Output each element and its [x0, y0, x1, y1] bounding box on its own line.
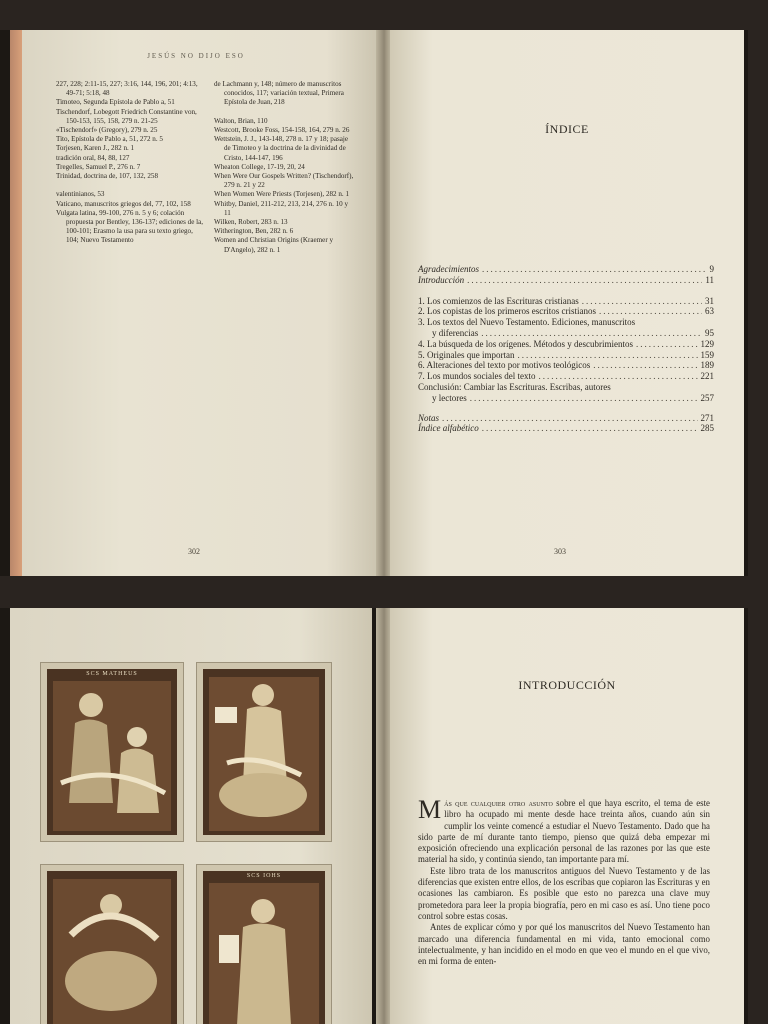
index-entry: Vulgata latina, 99-100, 276 n. 5 y 6; colación propuesta por Bentley, 136-137; ediciones de la, 100-101; Erasmo la usa para su texto griego, 104; Nuevo Testamento	[56, 208, 204, 245]
miniature-art	[197, 865, 331, 1024]
toc-entry	[418, 360, 714, 371]
toc-entry-label: 1. Los comienzos de las Escrituras cristianas	[418, 295, 579, 306]
toc-entry	[418, 275, 714, 286]
index-column-right	[214, 80, 356, 255]
toc-entry	[418, 413, 714, 424]
index-entry: tradición oral, 84, 88, 127	[56, 153, 130, 162]
dot-leader	[593, 360, 697, 371]
introduction-title: INTRODUCCIÓN	[518, 678, 616, 692]
table-of-contents	[418, 264, 714, 434]
index-entry: Walton, Brian, 110	[214, 116, 268, 125]
dot-leader	[582, 296, 702, 307]
index-entry: «Tischendorf» (Gregory), 279 n. 25	[56, 126, 158, 135]
drop-cap: M	[418, 795, 442, 824]
lead-in: ás que cualquier otro asunto	[444, 798, 553, 808]
miniature-caption: SCS IOHS	[246, 873, 282, 879]
toc-entry	[418, 423, 714, 434]
toc-entry	[418, 328, 714, 339]
index-entry: Witherington, Ben, 282 n. 6	[214, 227, 294, 236]
toc-entry-page: 285	[700, 423, 714, 434]
index-entry: 227, 228; 2:11-15, 227; 3:16, 144, 196, 201; 4:13, 49-71; 5:18, 48	[56, 80, 198, 98]
index-entry: Trinidad, doctrina de, 107, 132, 258	[56, 172, 158, 181]
toc-entry-label: 2. Los copistas de los primeros escritos cristianos	[418, 306, 596, 317]
toc-entry-label: 6. Alteraciones del texto por motivos teológicos	[418, 360, 591, 371]
toc-entry-label: y lectores	[432, 392, 467, 403]
toc-entry-page: 95	[705, 327, 714, 338]
illustration-page	[10, 608, 372, 1024]
toc-page-303	[390, 30, 744, 576]
evangelist-miniature-mark	[196, 662, 332, 842]
page-edge	[10, 30, 22, 576]
toc-title: ÍNDICE	[545, 122, 589, 136]
index-column-left	[56, 80, 206, 246]
index-entry	[56, 181, 206, 190]
toc-entry-label: Introducción	[418, 274, 465, 285]
toc-entry	[418, 393, 714, 404]
toc-entry	[418, 382, 714, 393]
index-entry: When Were Our Gospels Written? (Tischendorf), 279 n. 21 y 22	[214, 172, 354, 190]
paragraph: Antes de explicar cómo y por qué los manuscritos del Nuevo Testamento han marcado una diferencia fundamental en mi vida, tanto emocional como intelectualmente, y han incidido en el modo en que veo el mundo en el que vivo, en mi forma de enten-	[418, 922, 710, 967]
index-entry: Tregelles, Samuel P., 276 n. 7	[56, 162, 141, 171]
index-entry: Tito, Epístola de Pablo a, 51, 272 n. 5	[56, 135, 163, 144]
dot-leader	[442, 413, 697, 424]
toc-entry-label: 3. Los textos del Nuevo Testamento. Ediciones, manuscritos	[418, 317, 636, 328]
index-entry: de Lachmann y, 148; número de manuscritos conocidos, 117; variación textual, Primera Epístola de Juan, 218	[214, 80, 344, 107]
running-header: JESÚS NO DIJO ESO	[147, 52, 245, 60]
dot-leader	[467, 275, 702, 286]
paragraph	[418, 795, 710, 866]
top-spread-scan	[0, 30, 748, 576]
dot-leader	[517, 350, 697, 361]
index-entry: valentinianos, 53	[56, 190, 105, 199]
index-entry: Torjesen, Karen J., 282 n. 1	[56, 144, 135, 153]
dot-leader	[482, 423, 698, 434]
introduction-page	[390, 608, 744, 1024]
toc-entry-page: 159	[700, 349, 714, 360]
dot-leader	[599, 306, 702, 317]
toc-entry-label: 7. Los mundos sociales del texto	[418, 371, 536, 382]
toc-entry	[418, 339, 714, 350]
evangelist-miniature-luke	[40, 864, 184, 1024]
miniature-caption: SCS MATHEUS	[86, 671, 138, 677]
dot-leader	[470, 393, 698, 404]
toc-entry-page: 11	[705, 274, 714, 285]
index-entry: Tischendorf, Lobegott Friedrich Constantine von, 150-153, 155, 158, 279 n. 21-25	[56, 107, 197, 125]
page-number: 303	[554, 547, 566, 556]
index-entry: When Women Were Priests (Torjesen), 282 n. 1	[214, 190, 350, 199]
dot-leader	[538, 371, 697, 382]
index-entry: Timoteo, Segunda Epístola de Pablo a, 51	[56, 98, 175, 107]
dot-leader	[481, 328, 702, 339]
toc-entry	[418, 296, 714, 307]
toc-entry	[418, 264, 714, 275]
index-entry	[214, 108, 356, 117]
toc-entry-label: Conclusión: Cambiar las Escrituras. Escribas, autores	[418, 381, 611, 392]
toc-entry-label: Agradecimientos	[418, 264, 479, 274]
toc-entry-page: 221	[700, 371, 714, 382]
evangelist-miniature-matthew	[40, 662, 184, 842]
index-entry: Vaticano, manuscritos griegos del, 77, 102, 158	[56, 199, 191, 208]
index-entry: Wilken, Robert, 283 n. 13	[214, 218, 288, 227]
toc-entry-page: 9	[709, 264, 714, 274]
toc-entry-page: 129	[700, 338, 714, 349]
toc-entry	[418, 350, 714, 361]
evangelist-miniature-john	[196, 864, 332, 1024]
toc-entry-label: Índice alfabético	[418, 423, 479, 434]
paragraph-text: sobre el que haya escrito, el tema de este libro ha ocupado mi mente desde hace treinta años, cuando aún sin cumplir los veinte comencé a estudiar el Nuevo Testamento. Dado que ha sido parte de mí durante tanto tiempo, pienso que quizá deba empezar mi exposición ofreciendo una explicación personal de las razones por las que este material ha sido, y continúa siendo, tan importante para mí.	[418, 798, 710, 865]
miniature-art	[41, 663, 183, 841]
toc-entry-page: 63	[705, 306, 714, 317]
toc-entry-page: 189	[700, 360, 714, 371]
toc-entry-page: 31	[705, 295, 714, 306]
toc-entry-label: 4. La búsqueda de los orígenes. Métodos y descubrimientos	[418, 338, 633, 349]
toc-entry-label: 5. Originales que importan	[418, 349, 515, 360]
dot-leader	[636, 339, 698, 350]
toc-entry	[418, 306, 714, 317]
toc-entry	[418, 317, 714, 328]
index-entry: Whitby, Daniel, 211-212, 213, 214, 276 n. 10 y 11	[214, 199, 349, 217]
index-entry: Westcott, Brooke Foss, 154-158, 164, 279 n. 26	[214, 126, 350, 135]
toc-entry-label: y diferencias	[432, 327, 479, 338]
page-number: 302	[188, 547, 200, 556]
toc-entry-page: 257	[700, 392, 714, 403]
dot-leader	[482, 264, 707, 275]
toc-entry-label: Notas	[418, 412, 440, 423]
index-entry: Wheaton College, 17-19, 20, 24	[214, 162, 305, 171]
introduction-text	[418, 795, 710, 967]
index-page-302	[10, 30, 382, 576]
paragraph: Este libro trata de los manuscritos antiguos del Nuevo Testamento y de las diferencias que existen entre ellos, de los escribas que copiaron las Escrituras y en ocasiones las cambiaron. Es posible que esto no parezca una clave muy prometedora para leer la propia biografía, pero en mi caso es así. Uno tiene poco control sobre estas cosas.	[418, 865, 710, 921]
miniature-art	[41, 865, 183, 1024]
miniature-art	[197, 663, 331, 841]
toc-entry	[418, 371, 714, 382]
toc-entry-page: 271	[700, 412, 714, 423]
bottom-spread-scan	[0, 608, 748, 1024]
index-entry: Wettstein, J. J., 143-148, 278 n. 17 y 18; pasaje de Timoteo y la doctrina de la divinidad de Cristo, 144-147, 196	[214, 135, 348, 162]
index-entry: Women and Christian Origins (Kraemer y D'Angelo), 282 n. 1	[214, 236, 334, 254]
